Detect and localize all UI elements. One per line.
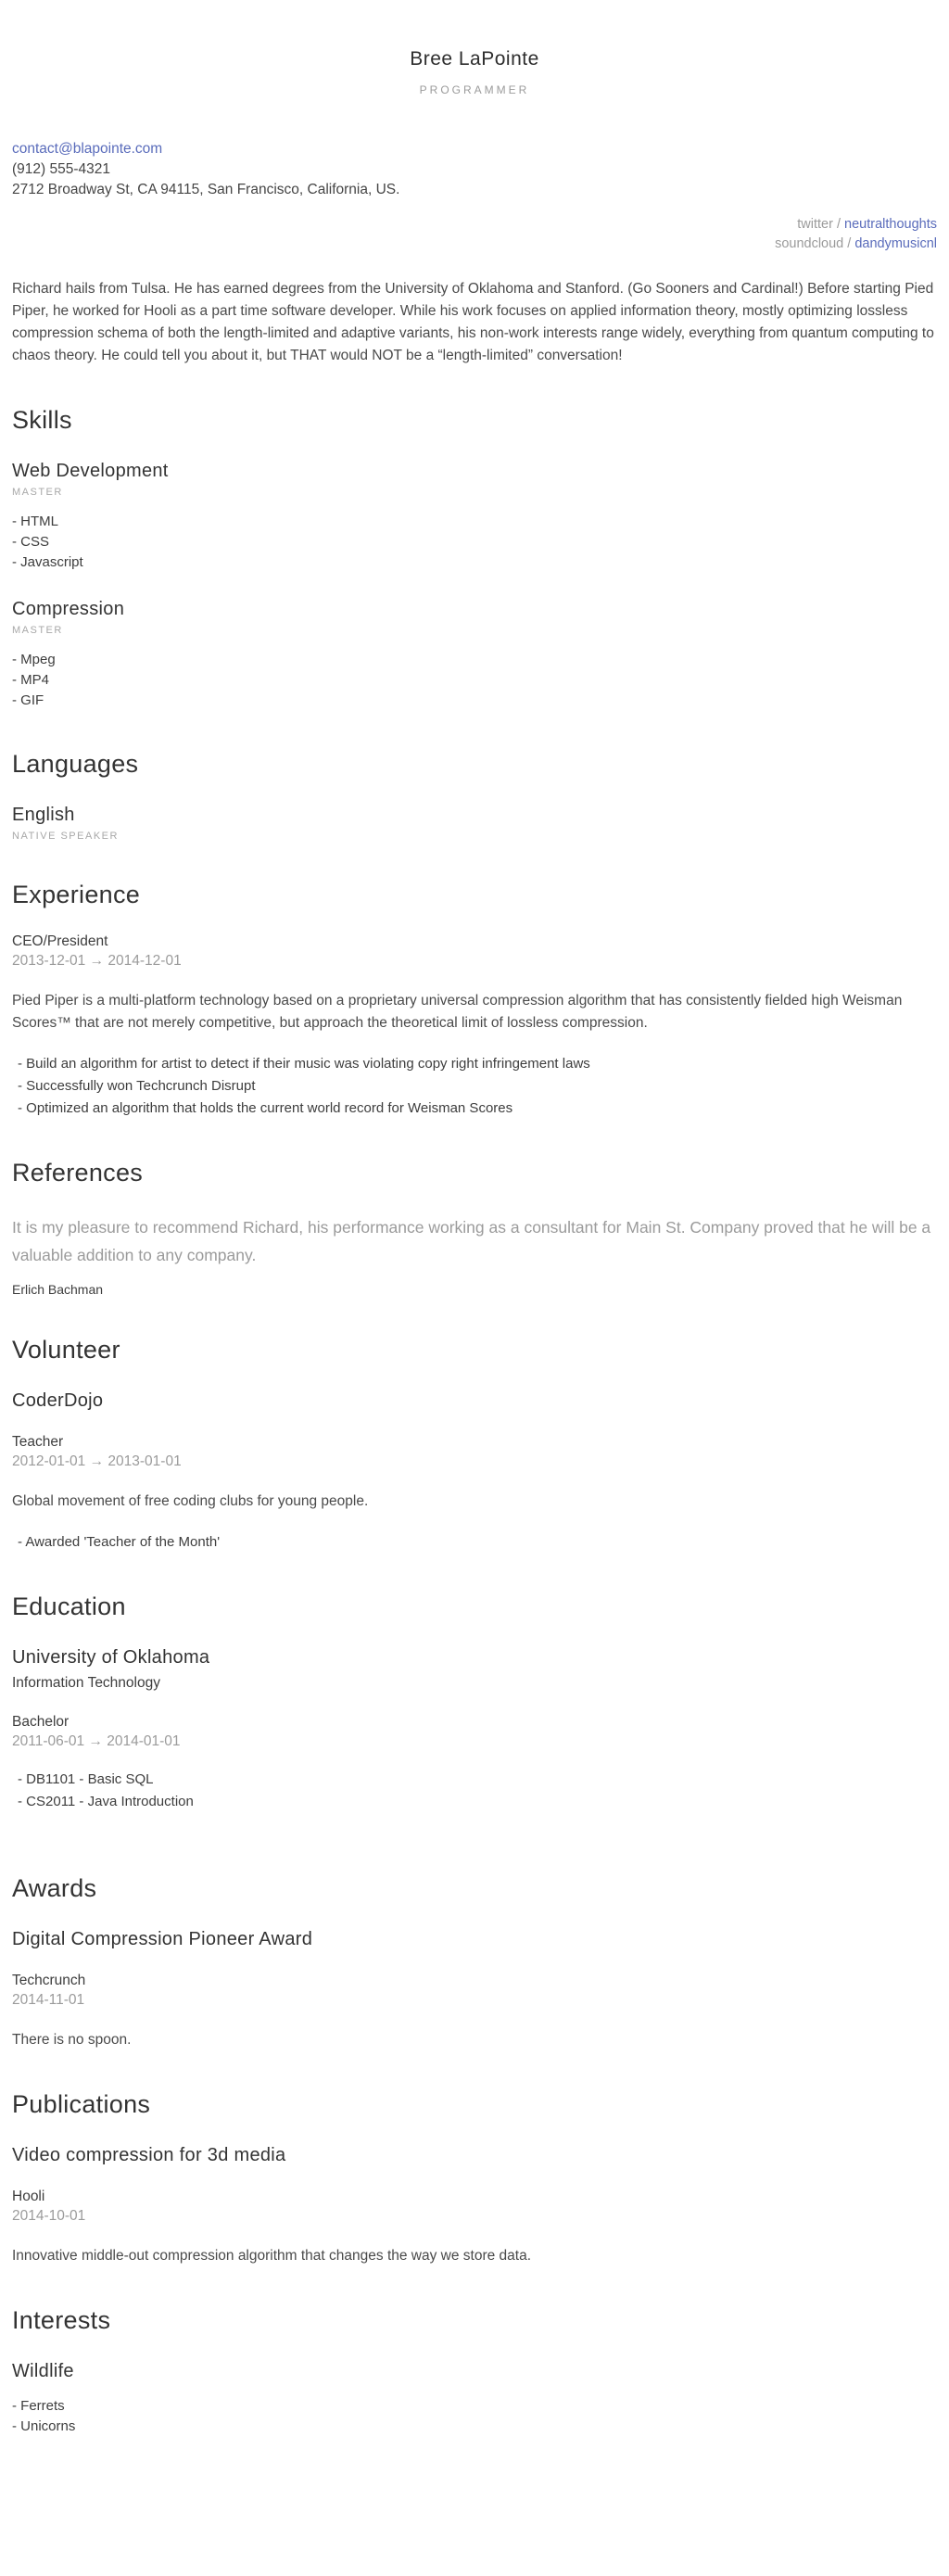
section-languages: [12, 750, 937, 842]
section-skills: [12, 406, 937, 711]
language-item: [12, 805, 937, 842]
references-heading: References: [12, 1159, 144, 1186]
section-volunteer: [12, 1336, 937, 1554]
list-item: - HTML: [12, 512, 937, 532]
award-title: Digital Compression Pioneer Award: [12, 1929, 313, 1949]
resume-header: [12, 48, 937, 96]
skill-name: Web Development: [12, 461, 169, 481]
experience-item: [12, 933, 937, 1120]
awards-heading: Awards: [12, 1874, 97, 1902]
list-item: - MP4: [12, 670, 937, 691]
contact-address: 2712 Broadway St, CA 94115, San Francisco, California, US.: [12, 182, 400, 197]
profile-network-label: twitter /: [797, 217, 844, 232]
volunteer-highlights-list: [12, 1531, 937, 1554]
publication-publisher: Hooli: [12, 2189, 45, 2204]
interest-name: Wildlife: [12, 2361, 74, 2381]
section-awards: [12, 1874, 937, 2051]
list-item: - Awarded 'Teacher of the Month': [18, 1531, 937, 1554]
experience-summary: Pied Piper is a multi-platform technology based on a proprietary universal compression algorithm that has consistently fielded high Weisman Scores™ that are not merely competitive, but approach the theoretical limit of lossless compression.: [12, 993, 903, 1031]
section-publications: [12, 2090, 937, 2267]
skill-name: Compression: [12, 599, 125, 619]
experience-highlights-list: [12, 1053, 937, 1120]
section-experience: [12, 881, 937, 1120]
contact-email-row: [12, 139, 937, 159]
list-item: - Build an algorithm for artist to detect if their music was violating copy right infringement laws: [18, 1053, 937, 1075]
skill-keywords-list: [12, 650, 937, 711]
profile-twitter: [12, 215, 937, 235]
skill-keywords-list: [12, 512, 937, 573]
languages-heading: Languages: [12, 750, 139, 778]
publication-name: Video compression for 3d media: [12, 2145, 286, 2165]
publications-heading: Publications: [12, 2090, 151, 2118]
list-item: - CS2011 - Java Introduction: [18, 1791, 937, 1813]
section-education: [12, 1593, 937, 1813]
job-title-label: PROGRAMMER: [419, 83, 530, 96]
reference-name: Erlich Bachman: [12, 1282, 104, 1297]
list-item: - Ferrets: [12, 2396, 937, 2417]
list-item: - Javascript: [12, 552, 937, 573]
soundcloud-profile-link[interactable]: dandymusicnl: [854, 236, 937, 251]
education-courses-list: [12, 1769, 937, 1813]
social-profiles: [12, 215, 937, 254]
list-item: - DB1101 - Basic SQL: [18, 1769, 937, 1791]
education-area: Information Technology: [12, 1675, 160, 1691]
list-item: - Unicorns: [12, 2417, 937, 2437]
award-item: [12, 1929, 937, 2051]
skill-level: MASTER: [12, 625, 63, 636]
section-references: [12, 1159, 937, 1297]
list-item: - Optimized an algorithm that holds the current world record for Weisman Scores: [18, 1098, 937, 1120]
list-item: - Mpeg: [12, 650, 937, 670]
skill-item-compression: [12, 599, 937, 711]
volunteer-item: [12, 1390, 937, 1554]
publication-summary: Innovative middle-out compression algorithm that changes the way we store data.: [12, 2248, 532, 2264]
experience-dates: 2013-12-01 → 2014-12-01: [12, 953, 182, 969]
twitter-profile-link[interactable]: neutralthoughts: [844, 217, 937, 232]
volunteer-heading: Volunteer: [12, 1336, 120, 1364]
interest-keywords-list: [12, 2396, 937, 2437]
reference-item: [12, 1213, 937, 1297]
language-name: English: [12, 805, 75, 825]
volunteer-summary: Global movement of free coding clubs for young people.: [12, 1493, 369, 1509]
list-item: - GIF: [12, 691, 937, 711]
education-study-type: Bachelor: [12, 1714, 70, 1730]
interests-heading: Interests: [12, 2306, 111, 2334]
skill-item-web-development: [12, 461, 937, 573]
reference-quote: It is my pleasure to recommend Richard, his performance working as a consultant for Main St. Company proved that he will be a valuable addition to any company.: [12, 1218, 931, 1264]
experience-position: CEO/President: [12, 933, 108, 949]
profile-network-label: soundcloud /: [775, 236, 854, 251]
list-item: - CSS: [12, 532, 937, 552]
education-dates: 2011-06-01 → 2014-01-01: [12, 1733, 181, 1749]
volunteer-position: Teacher: [12, 1434, 64, 1450]
language-fluency: NATIVE SPEAKER: [12, 831, 119, 842]
experience-heading: Experience: [12, 881, 141, 908]
list-item: - Successfully won Techcrunch Disrupt: [18, 1075, 937, 1098]
publication-item: [12, 2145, 937, 2267]
award-date: 2014-11-01: [12, 1992, 85, 2008]
education-item: [12, 1647, 937, 1813]
volunteer-organization: CoderDojo: [12, 1390, 104, 1411]
page-title: Bree LaPointe: [410, 48, 539, 70]
profile-soundcloud: [12, 235, 937, 254]
award-awarder: Techcrunch: [12, 1973, 86, 1988]
education-heading: Education: [12, 1593, 126, 1620]
summary-paragraph: Richard hails from Tulsa. He has earned degrees from the University of Oklahoma and Stanford. (Go Sooners and Cardinal!) Before starting Pied Piper, he worked for Hooli as a part time software developer. While his work focuses on applied information theory, mostly optimizing lossless compression schema of both the length-limited and adaptive variants, his non-work interests range widely, everything from quantum computing to chaos theory. He could tell you about it, but THAT would NOT be a “length-limited” conversation!: [12, 281, 934, 363]
publication-date: 2014-10-01: [12, 2208, 86, 2224]
email-link[interactable]: contact@blapointe.com: [12, 141, 163, 157]
skills-heading: Skills: [12, 406, 72, 434]
skill-level: MASTER: [12, 487, 63, 498]
section-interests: [12, 2306, 937, 2437]
contact-block: [12, 139, 937, 200]
education-institution: University of Oklahoma: [12, 1647, 210, 1668]
interest-item: [12, 2361, 937, 2437]
volunteer-dates: 2012-01-01 → 2013-01-01: [12, 1453, 182, 1469]
award-summary: There is no spoon.: [12, 2032, 132, 2048]
contact-phone: (912) 555-4321: [12, 161, 110, 177]
